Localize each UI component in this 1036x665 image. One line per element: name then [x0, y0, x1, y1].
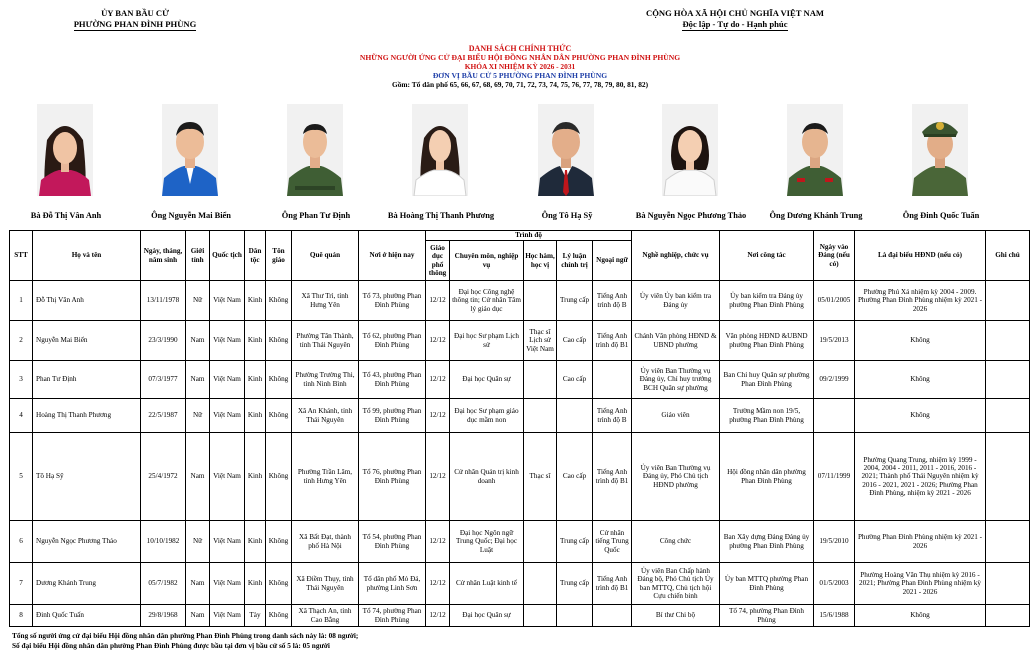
cell-gender: Nam	[186, 605, 210, 627]
cell-job: Chánh Văn phòng HĐND & UBND phường	[632, 321, 720, 361]
cell-note	[986, 361, 1030, 399]
title-line3: KHÓA XI NHIỆM KỲ 2026 - 2031	[464, 62, 576, 71]
header-residence: Nơi ở hiện nay	[359, 231, 426, 281]
header-nationality: Quốc tịch	[210, 231, 245, 281]
candidate-table	[9, 230, 1030, 627]
cell-residence: Tổ 54, phường Phan Đình Phùng	[359, 521, 426, 563]
cell-general-edu: 12/12	[426, 563, 450, 605]
cell-religion: Không	[266, 281, 292, 321]
cell-political: Cao cấp	[557, 361, 593, 399]
header-note: Ghi chú	[986, 231, 1030, 281]
cell-language	[593, 605, 632, 627]
cell-ethnicity: Kinh	[245, 521, 266, 563]
cell-delegate: Không	[855, 321, 986, 361]
cell-degree	[524, 281, 557, 321]
table-row	[10, 605, 1030, 627]
cell-specialty: Đại học Quân sự	[450, 361, 524, 399]
table-row	[10, 321, 1030, 361]
cell-delegate: Phường Hoàng Văn Thụ nhiệm kỳ 2016 - 2021; Phường Phan Đình Phùng nhiệm kỳ 2021 - 2026	[855, 563, 986, 605]
cell-language: Cử nhân tiếng Trung Quốc	[593, 521, 632, 563]
cell-specialty: Đại học Sư phạm Lịch sử	[450, 321, 524, 361]
cell-gender: Nữ	[186, 521, 210, 563]
cell-stt: 7	[10, 563, 33, 605]
cell-nationality: Việt Nam	[210, 321, 245, 361]
title-line5: Gồm: Tổ dân phố 65, 66, 67, 68, 69, 70, 71, 72, 73, 74, 75, 76, 77, 78, 79, 80, 81, 82)	[391, 80, 649, 89]
footer-line1: Tổng số người ứng cử đại biểu Hội đồng nhân dân phường Phan Đình Phùng trong danh sách này là: 08 người;	[12, 631, 359, 640]
cell-political: Cao cấp	[557, 321, 593, 361]
cell-workplace: Ủy ban kiểm tra Đảng ủy phường Phan Đình Phùng	[720, 281, 814, 321]
cell-residence: Tổ 62, phường Phan Đình Phùng	[359, 321, 426, 361]
cell-name: Nguyễn Mai Biển	[33, 321, 141, 361]
cell-gender: Nam	[186, 563, 210, 605]
cell-workplace: Văn phòng HĐND &UBND phường Phan Đình Phùng	[720, 321, 814, 361]
cell-note	[986, 281, 1030, 321]
cell-language: Tiếng Anh trình độ B	[593, 399, 632, 433]
cell-party-date	[814, 399, 855, 433]
title-line4: ĐƠN VỊ BẦU CỬ 5 PHƯỜNG PHAN ĐÌNH PHÙNG	[432, 71, 608, 80]
cell-ethnicity: Kinh	[245, 361, 266, 399]
cell-general-edu: 12/12	[426, 433, 450, 521]
cell-religion: Không	[266, 361, 292, 399]
cell-workplace: Ban Chỉ huy Quân sự phường Phan Đình Phùng	[720, 361, 814, 399]
footer-summary	[12, 631, 358, 650]
cell-job: Ủy viên Ủy ban kiểm tra Đảng ủy	[632, 281, 720, 321]
cell-name: Dương Khánh Trung	[33, 563, 141, 605]
cell-dob: 23/3/1990	[141, 321, 186, 361]
cell-workplace: Hội đồng nhân dân phường Phan Đình Phùng	[720, 433, 814, 521]
header-name: Họ và tên	[33, 231, 141, 281]
cell-job: Ủy viên Ban Thường vụ Đảng ủy, Chỉ huy trưởng BCH Quân sự phường	[632, 361, 720, 399]
cell-delegate: Không	[855, 361, 986, 399]
table-row	[10, 361, 1030, 399]
cell-general-edu: 12/12	[426, 321, 450, 361]
caption-5: Ông Tô Hạ Sỹ	[541, 211, 593, 220]
cell-dob: 25/4/1972	[141, 433, 186, 521]
issuer-line2: PHƯỜNG PHAN ĐÌNH PHÙNG	[73, 19, 197, 29]
header-dob: Ngày, tháng, năm sinh	[141, 231, 186, 281]
title-line1: DANH SÁCH CHÍNH THỨC	[468, 44, 572, 53]
title-line2: NHỮNG NGƯỜI ỨNG CỬ ĐẠI BIỂU HỘI ĐỒNG NHÂN DÂN PHƯỜNG PHAN ĐÌNH PHÙNG	[359, 53, 681, 62]
header-specialty: Chuyên môn, nghiệp vụ	[450, 241, 524, 281]
header-job: Nghề nghiệp, chức vụ	[632, 231, 720, 281]
candidate-photo-1	[37, 104, 93, 196]
cell-name: Phan Tư Định	[33, 361, 141, 399]
cell-note	[986, 433, 1030, 521]
candidate-photo-4	[412, 104, 468, 196]
cell-general-edu: 12/12	[426, 399, 450, 433]
cell-stt: 6	[10, 521, 33, 563]
cell-ethnicity: Kinh	[245, 399, 266, 433]
cell-note	[986, 521, 1030, 563]
cell-stt: 8	[10, 605, 33, 627]
issuer-line1: ỦY BAN BẦU CỬ	[101, 8, 169, 18]
candidate-photo-7	[787, 104, 843, 196]
cell-hometown: Phường Tân Thành, tỉnh Thái Nguyên	[292, 321, 359, 361]
header-party-date: Ngày vào Đảng (nếu có)	[814, 231, 855, 281]
cell-political	[557, 399, 593, 433]
caption-3: Ông Phan Tư Định	[281, 211, 351, 220]
header-language: Ngoại ngữ	[593, 241, 632, 281]
cell-political	[557, 605, 593, 627]
cell-ethnicity: Kinh	[245, 321, 266, 361]
cell-gender: Nữ	[186, 281, 210, 321]
cell-delegate: Phường Phú Xá nhiệm kỳ 2004 - 2009. Phường Phan Đình Phùng nhiệm kỳ 2021 - 2026	[855, 281, 986, 321]
cell-note	[986, 399, 1030, 433]
cell-hometown: Xã Thư Trì, tỉnh Hưng Yên	[292, 281, 359, 321]
cell-dob: 07/3/1977	[141, 361, 186, 399]
issuer-header	[40, 8, 230, 31]
cell-hometown: Xã Thạch An, tỉnh Cao Bằng	[292, 605, 359, 627]
cell-religion: Không	[266, 399, 292, 433]
cell-job: Giáo viên	[632, 399, 720, 433]
header-gender: Giới tính	[186, 231, 210, 281]
table-row	[10, 399, 1030, 433]
cell-degree: Thạc sĩ Lịch sử Việt Nam	[524, 321, 557, 361]
candidate-photo-5	[538, 104, 594, 196]
cell-party-date: 19/5/2010	[814, 521, 855, 563]
cell-ethnicity: Tày	[245, 605, 266, 627]
cell-political: Trung cấp	[557, 281, 593, 321]
candidate-photo-8	[912, 104, 968, 196]
candidate-photo-3	[287, 104, 343, 196]
cell-ethnicity: Kinh	[245, 563, 266, 605]
cell-religion: Không	[266, 433, 292, 521]
cell-general-edu: 12/12	[426, 281, 450, 321]
cell-party-date: 01/5/2003	[814, 563, 855, 605]
table-row	[10, 433, 1030, 521]
cell-political: Trung cấp	[557, 521, 593, 563]
table-row	[10, 521, 1030, 563]
cell-nationality: Việt Nam	[210, 521, 245, 563]
cell-dob: 22/5/1987	[141, 399, 186, 433]
cell-degree	[524, 605, 557, 627]
cell-language: Tiếng Anh trình độ B1	[593, 433, 632, 521]
caption-6: Bà Nguyễn Ngọc Phương Thảo	[635, 211, 747, 220]
cell-delegate: Không	[855, 399, 986, 433]
cell-hometown: Xã An Khánh, tỉnh Thái Nguyên	[292, 399, 359, 433]
cell-religion: Không	[266, 321, 292, 361]
cell-job: Ủy viên Ban Thường vụ Đảng ủy, Phó Chủ tịch HĐND phường	[632, 433, 720, 521]
header-religion: Tôn giáo	[266, 231, 292, 281]
header-stt: STT	[10, 231, 33, 281]
cell-language: Tiếng Anh trình độ B	[593, 281, 632, 321]
cell-specialty: Đại học Sư phạm giáo dục mầm non	[450, 399, 524, 433]
header-education-group: Trình độ	[426, 231, 632, 241]
cell-stt: 3	[10, 361, 33, 399]
cell-religion: Không	[266, 521, 292, 563]
cell-gender: Nữ	[186, 399, 210, 433]
cell-nationality: Việt Nam	[210, 361, 245, 399]
cell-general-edu: 12/12	[426, 521, 450, 563]
footer-line2: Số đại biểu Hội đồng nhân dân phường Phan Đình Phùng được bầu tại đơn vị bầu cử số 5 là: 05 người	[12, 640, 330, 650]
header-hometown: Quê quán	[292, 231, 359, 281]
cell-name: Nguyễn Ngọc Phương Thảo	[33, 521, 141, 563]
cell-general-edu: 12/12	[426, 605, 450, 627]
national-motto: Độc lập - Tự do - Hạnh phúc	[682, 19, 788, 29]
candidate-photo-6	[662, 104, 718, 196]
cell-name: Đinh Quốc Tuấn	[33, 605, 141, 627]
cell-specialty: Đại học Công nghệ thông tin; Cử nhân Tâm lý giáo dục	[450, 281, 524, 321]
cell-language	[593, 361, 632, 399]
cell-hometown: Xã Điềm Thụy, tỉnh Thái Nguyên	[292, 563, 359, 605]
cell-degree	[524, 399, 557, 433]
cell-party-date: 05/01/2005	[814, 281, 855, 321]
header-general-edu: Giáo dục phổ thông	[426, 241, 450, 281]
caption-2: Ông Nguyễn Mai Biển	[151, 211, 231, 220]
cell-hometown: Phường Trường Thi, tỉnh Ninh Bình	[292, 361, 359, 399]
cell-job: Ủy viên Ban Chấp hành Đảng bộ, Phó Chủ tịch Ủy ban MTTQ, Chủ tịch hội Cựu chiến binh	[632, 563, 720, 605]
cell-nationality: Việt Nam	[210, 399, 245, 433]
document-title	[290, 44, 750, 89]
cell-party-date: 07/11/1999	[814, 433, 855, 521]
cell-political: Cao cấp	[557, 433, 593, 521]
header-delegate: Là đại biểu HĐND (nếu có)	[855, 231, 986, 281]
cell-general-edu: 12/12	[426, 361, 450, 399]
cell-dob: 10/10/1982	[141, 521, 186, 563]
cell-language: Tiếng Anh trình độ B1	[593, 563, 632, 605]
cell-degree	[524, 563, 557, 605]
cell-specialty: Cử nhân Luật kinh tế	[450, 563, 524, 605]
cell-stt: 1	[10, 281, 33, 321]
national-title: CỘNG HÒA XÃ HỘI CHỦ NGHĨA VIỆT NAM	[645, 8, 825, 18]
caption-8: Ông Đinh Quốc Tuấn	[902, 211, 980, 220]
cell-hometown: Xã Bất Đạt, thành phố Hà Nội	[292, 521, 359, 563]
cell-workplace: Ban Xây dựng Đảng Đảng ủy phường Phan Đình Phùng	[720, 521, 814, 563]
caption-1: Bà Đỗ Thị Vân Anh	[30, 211, 102, 220]
header-political: Lý luận chính trị	[557, 241, 593, 281]
cell-hometown: Phường Trần Lãm, tỉnh Hưng Yên	[292, 433, 359, 521]
cell-specialty: Đại học Ngôn ngữ Trung Quốc; Đại học Luật	[450, 521, 524, 563]
cell-ethnicity: Kinh	[245, 281, 266, 321]
cell-residence: Tổ dân phố Mỏ Đá, phường Linh Sơn	[359, 563, 426, 605]
cell-stt: 5	[10, 433, 33, 521]
cell-residence: Tổ 73, phường Phan Đình Phùng	[359, 281, 426, 321]
cell-party-date: 15/6/1988	[814, 605, 855, 627]
cell-specialty: Cử nhân Quản trị kinh doanh	[450, 433, 524, 521]
cell-stt: 2	[10, 321, 33, 361]
cell-delegate: Phường Phan Đình Phùng nhiệm kỳ 2021 - 2026	[855, 521, 986, 563]
cell-religion: Không	[266, 605, 292, 627]
cell-delegate: Phường Quang Trung, nhiệm kỳ 1999 - 2004, 2004 - 2011, 2011 - 2016, 2016 - 2021; Thành phố Thái Nguyên nhiệm kỳ 2016 - 2021, 2021 - 2026; Phường Phan Đình Phùng, nhiệm kỳ 2021 - 2026	[855, 433, 986, 521]
cell-party-date: 09/2/1999	[814, 361, 855, 399]
cell-job: Công chức	[632, 521, 720, 563]
cell-name: Hoàng Thị Thanh Phương	[33, 399, 141, 433]
cell-ethnicity: Kinh	[245, 433, 266, 521]
cell-nationality: Việt Nam	[210, 281, 245, 321]
cell-name: Đỗ Thị Vân Anh	[33, 281, 141, 321]
cell-stt: 4	[10, 399, 33, 433]
cell-degree	[524, 521, 557, 563]
caption-7: Ông Dương Khánh Trung	[769, 211, 863, 220]
cell-workplace: Tổ 74, phường Phan Đình Phùng	[720, 605, 814, 627]
caption-4: Bà Hoàng Thị Thanh Phương	[387, 211, 495, 220]
cell-residence: Tổ 99, phường Phan Đình Phùng	[359, 399, 426, 433]
cell-religion: Không	[266, 563, 292, 605]
cell-note	[986, 563, 1030, 605]
candidate-photo-2	[162, 104, 218, 196]
cell-dob: 29/8/1968	[141, 605, 186, 627]
cell-job: Bí thư Chi bộ	[632, 605, 720, 627]
cell-specialty: Đại học Quân sự	[450, 605, 524, 627]
cell-residence: Tổ 74, phường Phan Đình Phùng	[359, 605, 426, 627]
table-row	[10, 563, 1030, 605]
cell-dob: 13/11/1978	[141, 281, 186, 321]
header-workplace: Nơi công tác	[720, 231, 814, 281]
national-header	[590, 8, 880, 31]
cell-note	[986, 605, 1030, 627]
cell-political: Trung cấp	[557, 563, 593, 605]
cell-language: Tiếng Anh trình độ B1	[593, 321, 632, 361]
cell-dob: 05/7/1982	[141, 563, 186, 605]
header-ethnicity: Dân tộc	[245, 231, 266, 281]
table-row	[10, 281, 1030, 321]
cell-workplace: Trường Mầm non 19/5, phường Phan Đình Phùng	[720, 399, 814, 433]
header-degree: Học hàm, học vị	[524, 241, 557, 281]
cell-party-date: 19/5/2013	[814, 321, 855, 361]
cell-name: Tô Hạ Sỹ	[33, 433, 141, 521]
cell-nationality: Việt Nam	[210, 605, 245, 627]
cell-nationality: Việt Nam	[210, 563, 245, 605]
cell-degree	[524, 361, 557, 399]
cell-gender: Nam	[186, 361, 210, 399]
cell-gender: Nam	[186, 433, 210, 521]
cell-residence: Tổ 43, phường Phan Đình Phùng	[359, 361, 426, 399]
cell-nationality: Việt Nam	[210, 433, 245, 521]
cell-degree: Thạc sĩ	[524, 433, 557, 521]
cell-residence: Tổ 76, phường Phan Đình Phùng	[359, 433, 426, 521]
cell-workplace: Ủy ban MTTQ phường Phan Đình Phùng	[720, 563, 814, 605]
cell-gender: Nam	[186, 321, 210, 361]
cell-delegate: Không	[855, 605, 986, 627]
cell-note	[986, 321, 1030, 361]
